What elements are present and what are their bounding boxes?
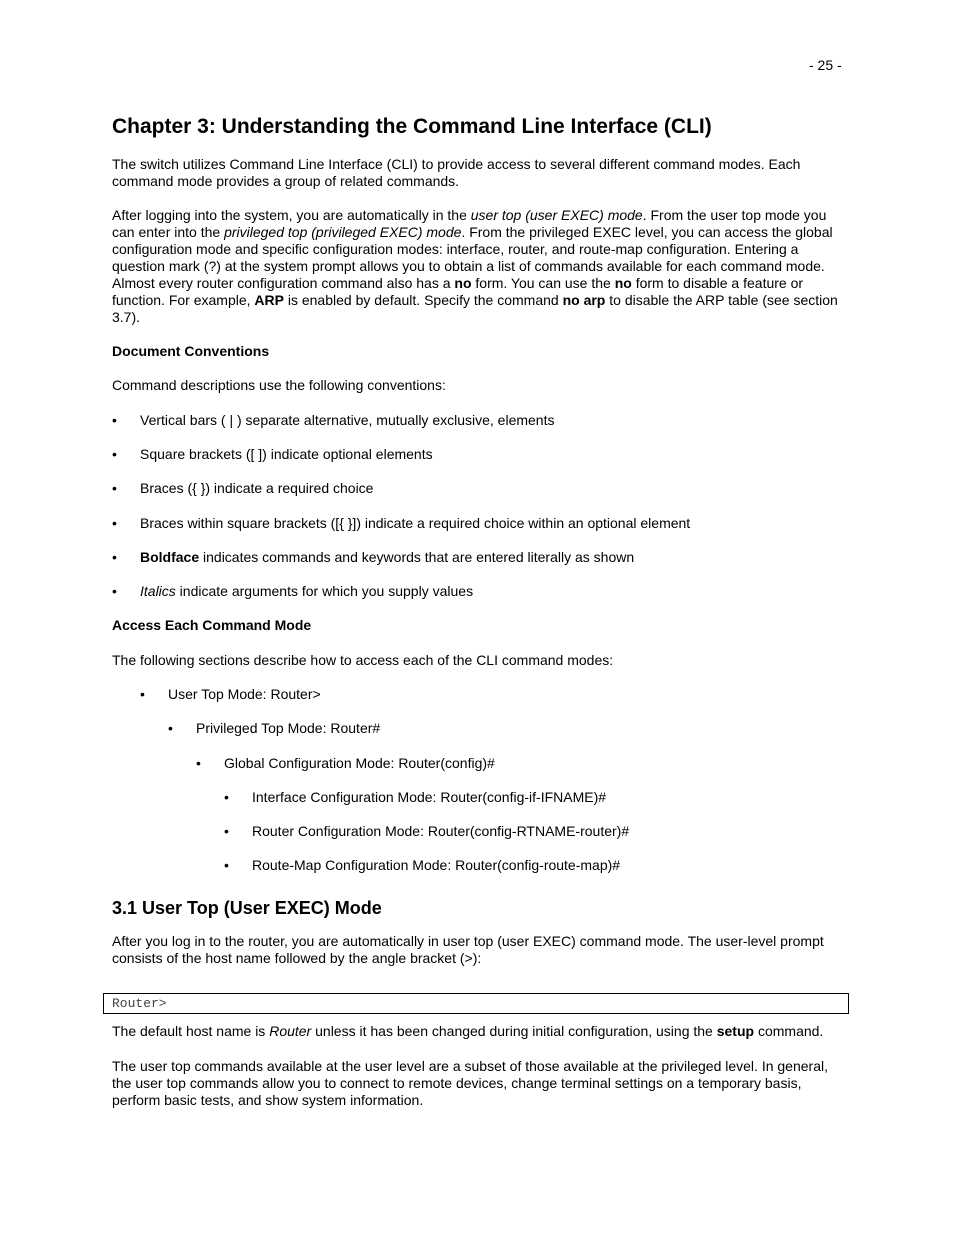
list-item-text: Router Configuration Mode: Router(config-RTNAME-router)#: [252, 823, 630, 839]
list-item: [112, 446, 847, 463]
bold-keyword: no: [614, 275, 632, 291]
page-content: [112, 112, 847, 1109]
list-item-text: Interface Configuration Mode: Router(config-if-IFNAME)#: [252, 789, 607, 805]
bullet-icon: •: [112, 515, 117, 531]
text-run: form to disable a feature or function. For example,: [112, 275, 804, 308]
list-item-text: Braces ({ }) indicate a required choice: [140, 480, 374, 496]
text-run: to disable the ARP table (see section 3.7).: [112, 292, 838, 325]
bold-keyword: setup: [716, 1023, 755, 1039]
mode-list-item: [224, 823, 847, 840]
text-run: After logging into the system, you are automatically in the: [112, 207, 471, 223]
list-item: [112, 583, 847, 600]
italic-term: Router: [269, 1023, 312, 1039]
list-item-text: Privileged Top Mode: Router#: [196, 720, 381, 736]
italic-term: user top (user EXEC) mode: [470, 207, 643, 223]
list-item: [112, 549, 847, 566]
mode-list-item: [224, 789, 847, 806]
bullet-icon: •: [224, 789, 229, 805]
mode-list-item: [224, 857, 847, 874]
list-item-text: Square brackets ([ ]) indicate optional elements: [140, 446, 433, 462]
list-item: [112, 412, 847, 429]
bullet-icon: •: [224, 857, 229, 873]
list-item-text: Global Configuration Mode: Router(config)#: [224, 755, 495, 771]
bullet-icon: •: [140, 686, 145, 702]
section-title: 3.1 User Top (User EXEC) Mode: [112, 898, 382, 918]
doc-conventions-intro: Command descriptions use the following conventions:: [112, 377, 446, 393]
bullet-icon: •: [112, 412, 117, 428]
text-run: . From the privileged EXEC level, you can access the global configuration mode and specific configuration modes: interface, router, and route-map configuration. Entering a question mark (?) at the system prompt allows you to obtain a list of commands available for each command mode. Almost every router configuration command also has a: [112, 224, 833, 291]
mode-list-item: [196, 755, 847, 772]
mode-list-item: [168, 720, 847, 737]
chapter-title: Chapter 3: Understanding the Command Line Interface (CLI): [112, 115, 712, 138]
access-modes-heading: Access Each Command Mode: [112, 617, 312, 633]
bullet-icon: •: [224, 823, 229, 839]
bullet-icon: •: [112, 446, 117, 462]
bullet-icon: •: [196, 755, 201, 771]
code-block: [103, 993, 849, 1014]
bold-keyword: no: [454, 275, 472, 291]
text-run: indicates commands and keywords that are entered literally as shown: [199, 549, 635, 565]
page-number: - 25 -: [809, 57, 842, 73]
text-run: command.: [754, 1023, 824, 1039]
list-item: [112, 515, 847, 532]
bold-keyword: no arp: [562, 292, 606, 308]
italic-term: privileged top (privileged EXEC) mode: [224, 224, 462, 240]
bullet-icon: •: [168, 720, 173, 736]
bold-keyword: ARP: [254, 292, 284, 308]
bullet-icon: •: [112, 549, 117, 565]
text-run: . From the user top mode you can enter into the: [112, 207, 827, 240]
section-paragraph: The user top commands available at the user level are a subset of those available at the privileged level. In general, the user top commands allow you to connect to remote devices, change terminal settings on a temporary basis, perform basic tests, and show system information.: [112, 1058, 828, 1108]
list-item-text: Braces within square brackets ([{ }]) indicate a required choice within an optional element: [140, 515, 691, 531]
list-item-text: User Top Mode: Router>: [168, 686, 321, 702]
doc-conventions-heading: Document Conventions: [112, 343, 270, 359]
bold-term: Boldface: [140, 549, 200, 565]
text-run: form. You can use the: [471, 275, 615, 291]
code-text: Router>: [112, 996, 167, 1011]
text-run: The default host name is: [112, 1023, 270, 1039]
list-item: [112, 480, 847, 497]
hostname-paragraph: [112, 1023, 847, 1040]
text-run: indicate arguments for which you supply values: [175, 583, 474, 599]
mode-list-item: [140, 686, 847, 703]
text-run: is enabled by default. Specify the command: [283, 292, 563, 308]
list-item-text: [140, 583, 473, 600]
italic-term: Italics: [140, 583, 176, 599]
intro-paragraph: The switch utilizes Command Line Interface (CLI) to provide access to several different command modes. Each command mode provides a group of related commands.: [112, 156, 801, 189]
bullet-icon: •: [112, 480, 117, 496]
access-modes-intro: The following sections describe how to access each of the CLI command modes:: [112, 652, 614, 668]
section-paragraph: After you log in to the router, you are automatically in user top (user EXEC) command mode. The user-level prompt consists of the host name followed by the angle bracket (>):: [112, 933, 824, 966]
bullet-icon: •: [112, 583, 117, 599]
modes-paragraph: [112, 207, 847, 326]
list-item-text: Vertical bars ( | ) separate alternative, mutually exclusive, elements: [140, 412, 555, 428]
text-run: unless it has been changed during initial configuration, using the: [311, 1023, 717, 1039]
list-item-text: Route-Map Configuration Mode: Router(config-route-map)#: [252, 857, 621, 873]
list-item-text: [140, 549, 634, 566]
